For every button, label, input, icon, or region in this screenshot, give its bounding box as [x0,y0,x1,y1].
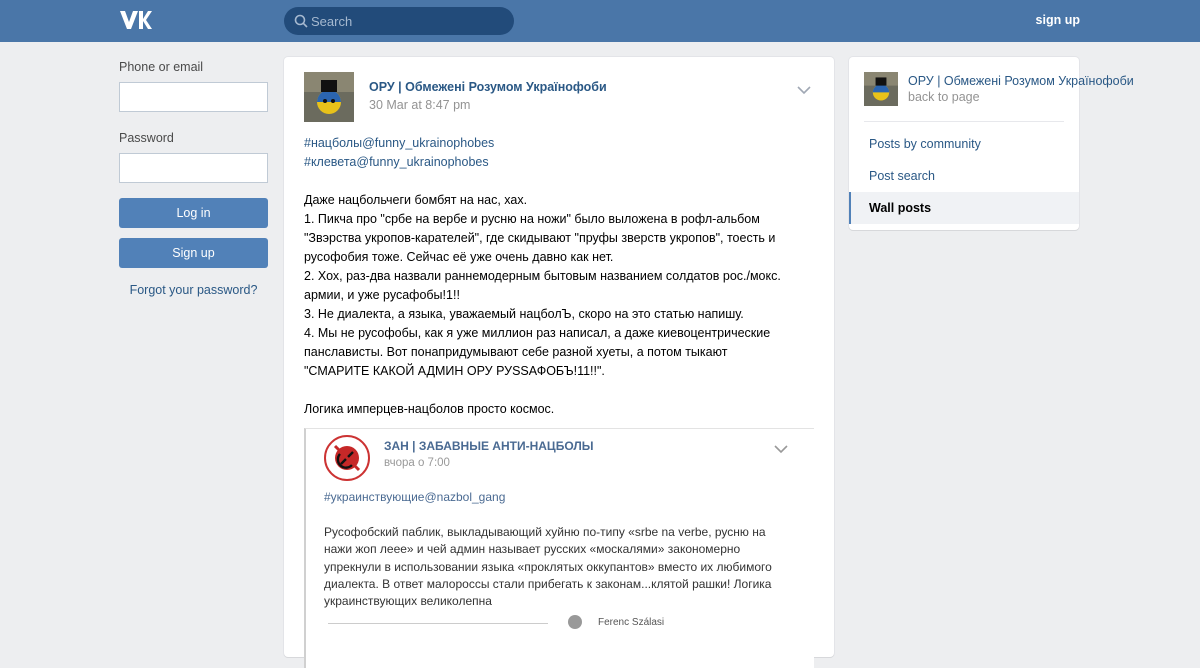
post-line: 3. Не диалекта, а языка, уважаемый нацболЪ, скоро на это статью напишу. [304,307,744,321]
hammer-sickle-icon [326,437,368,479]
post-line: Логика имперцев-нацболов просто космос. [304,402,555,416]
embed-footer-avatar [568,615,582,629]
chevron-down-icon[interactable] [797,85,811,95]
header-signup-link[interactable]: sign up [1035,13,1080,27]
sidebar-item-posts-by-community[interactable]: Posts by community [869,137,981,151]
post-author-avatar[interactable] [304,72,354,122]
post-hashtag[interactable]: #клевета@funny_ukrainophobes [304,155,489,169]
phone-email-field[interactable] [119,82,268,112]
post-author-name[interactable]: ОРУ | Обмежені Розумом Українофоби [369,80,607,94]
post-line: армии, и уже русафобы!1!! [304,288,460,302]
back-to-page-link[interactable]: back to page [908,90,980,104]
embed-author-name: ЗАН | ЗАБАВНЫЕ АНТИ-НАЦБОЛЫ [384,439,594,453]
embed-footer-divider [328,623,548,633]
search-icon [294,14,308,28]
post-attached-image[interactable] [304,428,814,668]
signup-button[interactable]: Sign up [119,238,268,268]
post-line: "СМАРИТЕ КАКОЙ АДМИН ОРУ РУSSАФОБЪ!11!!". [304,364,605,378]
login-form [119,60,268,297]
login-button[interactable]: Log in [119,198,268,228]
divider [864,121,1064,122]
post-text [304,134,819,419]
post-line: 1. Пикча про "србе на вербе и русню на ножи" было выложена в рофл-альбом [304,212,760,226]
sidebar-item-wall-posts[interactable]: Wall posts [849,192,1079,224]
forgot-password-link[interactable]: Forgot your password? [129,283,258,297]
password-label: Password [119,131,174,145]
wall-post [284,57,834,657]
vk-logo-icon[interactable] [118,9,152,31]
post-line: русофобия тоже. Сейчас её уже очень давно как нет. [304,250,614,264]
post-line: панслависты. Вот понапридумывают себе разной хуеты, а потом тыкают [304,345,728,359]
sidebar-community-avatar[interactable] [864,72,898,106]
embed-footer-name: Ferenc Szálasi [598,617,665,628]
chevron-down-icon [774,444,788,454]
search-box[interactable] [284,7,514,35]
post-line: 4. Мы не русофобы, как я уже миллион раз написал, а даже киевоцентрические [304,326,771,340]
embed-text: Русофобский паблик, выкладывающий хуйню по-типу «srbe na verbe, русню на нажи жоп леее» и чей админ называет русских «москалями» закономерно упрекнули в использовании языка «проклятых оккупантов» вместо их любимого диалекта. В ответ малороссы стали прибегать к законам...клятой рашки! Логика украинствующих великолепна [324,525,772,609]
post-hashtag[interactable]: #нацболы@funny_ukrainophobes [304,136,495,150]
search-input[interactable] [311,7,506,35]
embed-hashtag: #украинствующие@nazbol_gang [324,490,506,504]
sidebar-item-post-search[interactable]: Post search [869,169,936,183]
post-line: 2. Хох, раз-два назвали раннемодерным бытовым названием солдатов рос./мокс. [304,269,781,283]
top-header [0,0,1200,42]
sidebar-community-name[interactable]: ОРУ | Обмежені Розумом Українофоби [908,74,1134,88]
embed-date: вчора о 7:00 [384,457,450,469]
community-avatar-icon [304,72,354,122]
embed-author-avatar [324,435,370,481]
post-line: "Звэрства укропов-карателей", где скидывают "пруфы зверств укропов", тоесть и [304,231,776,245]
post-date[interactable]: 30 Mar at 8:47 pm [369,98,471,112]
password-field[interactable] [119,153,268,183]
community-sidebar [849,57,1134,230]
phone-label: Phone or email [119,60,204,74]
post-line: Даже нацбольчеги бомбят на нас, хах. [304,193,528,207]
community-avatar-icon [864,72,898,106]
